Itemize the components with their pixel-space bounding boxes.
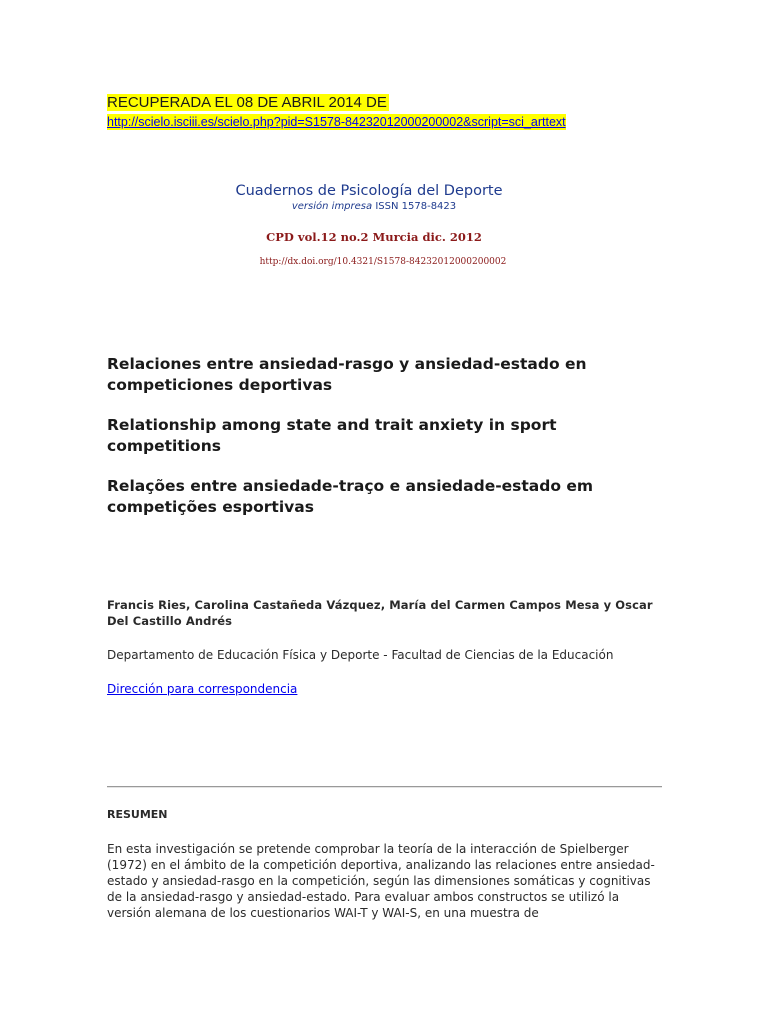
affiliation: Departamento de Educación Física y Deporte - Facultad de Ciencias de la Educación bbox=[107, 648, 614, 662]
abstract-heading: RESUMEN bbox=[107, 808, 168, 821]
journal-title: Cuadernos de Psicología del Deporte bbox=[235, 183, 503, 199]
title-portuguese: Relações entre ansiedade-traço e ansiedade-estado em competições esportivas bbox=[107, 477, 594, 516]
author-list: Francis Ries, Carolina Castañeda Vázquez, María del Carmen Campos Mesa y Oscar Del Castillo Andrés bbox=[107, 598, 653, 628]
doi-link[interactable]: http://dx.doi.org/10.4321/S1578-84232012000200002 bbox=[259, 257, 507, 267]
title-spanish: Relaciones entre ansiedad-rasgo y ansiedad-estado en competiciones deportivas bbox=[107, 355, 587, 394]
journal-header bbox=[0, 182, 768, 268]
retrieval-date-label: RECUPERADA EL 08 DE ABRIL 2014 DE bbox=[107, 94, 387, 111]
issn-value: ISSN 1578-8423 bbox=[375, 201, 457, 212]
abstract-text: En esta investigación se pretende comprobar la teoría de la interacción de Spielberger (1972) en el ámbito de la competición deportiva, analizando las relaciones entre ansiedad-estado y ansiedad-rasgo en la competición, según las dimensiones somáticas y cognitivas de la ansiedad-rasgo y ansiedad-estado. Para evaluar ambos constructos se utilizó la versión alemana de los cuestionarios WAI-T y WAI-S, en una muestra de bbox=[107, 842, 655, 920]
title-english: Relationship among state and trait anxiety in sport competitions bbox=[107, 416, 557, 455]
issn-line bbox=[0, 200, 768, 214]
source-url-link[interactable]: http://scielo.isciii.es/scielo.php?pid=S1578-84232012000200002&script=sci_arttext bbox=[107, 115, 566, 129]
article-titles bbox=[107, 354, 667, 537]
volume-info: CPD vol.12 no.2 Murcia dic. 2012 bbox=[266, 230, 482, 244]
section-divider bbox=[107, 786, 662, 788]
issn-label: versión impresa bbox=[291, 201, 373, 212]
correspondence-link[interactable]: Dirección para correspondencia bbox=[107, 682, 298, 696]
retrieval-note bbox=[107, 92, 566, 130]
